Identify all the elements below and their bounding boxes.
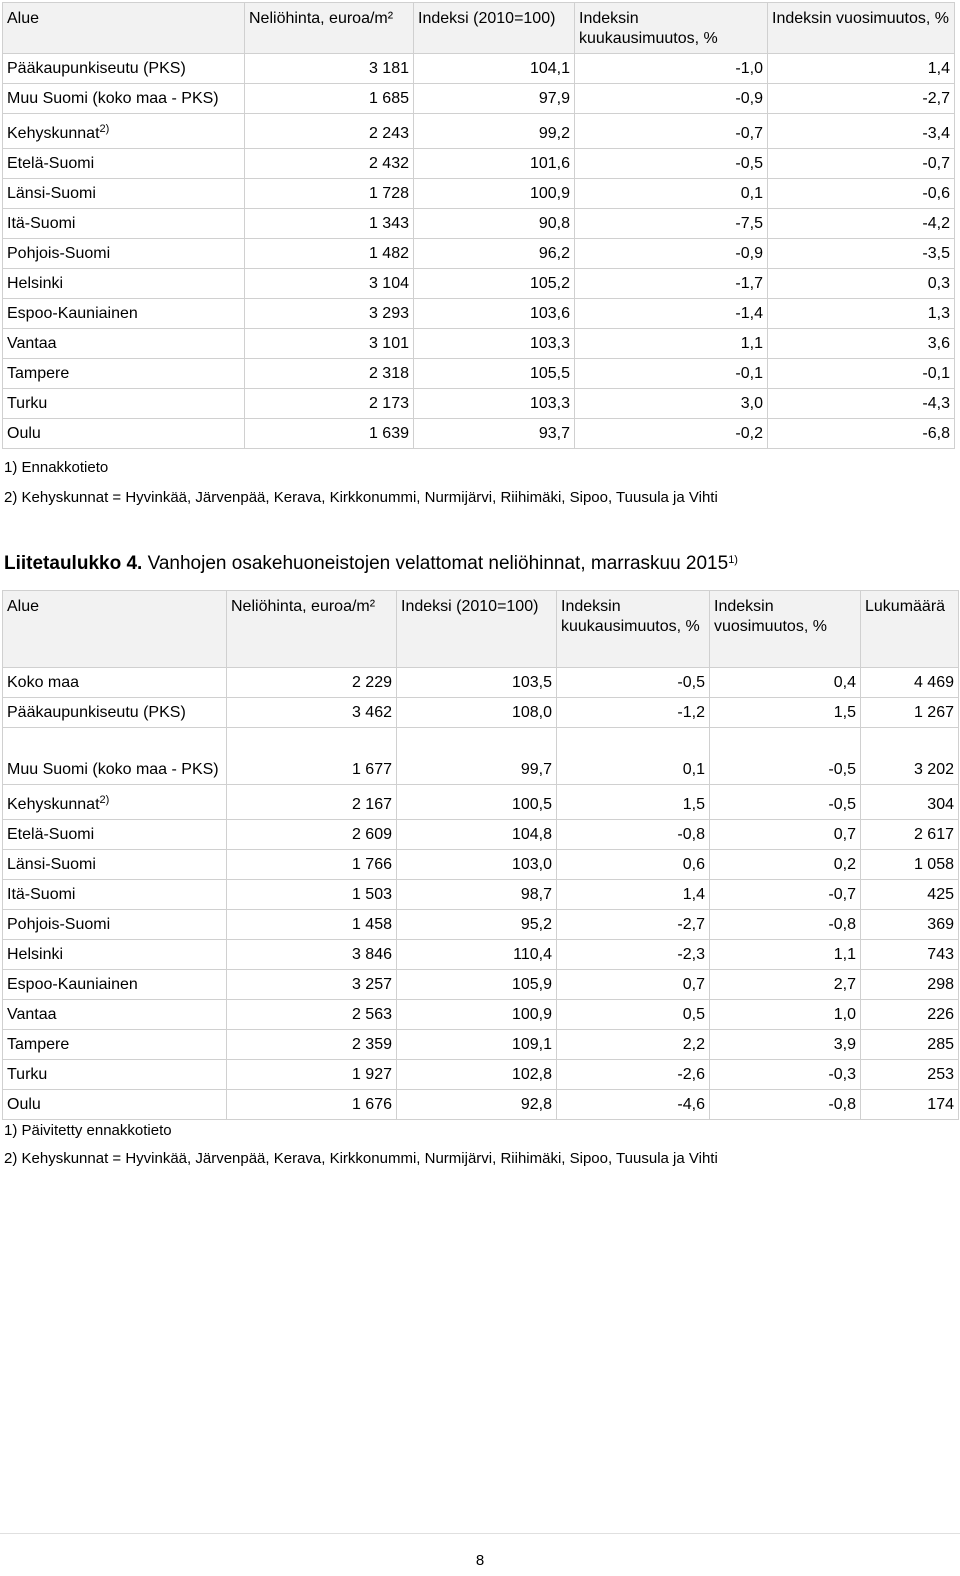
region-cell — [3, 1060, 227, 1090]
value-cell: 4 469 — [861, 668, 959, 698]
region-name: Kehyskunnat — [7, 125, 100, 142]
price-table-1 — [2, 2, 955, 449]
value-cell: 425 — [861, 880, 959, 910]
table-row — [3, 880, 959, 910]
table2-footnote-2: 2) Kehyskunnat = Hyvinkää, Järvenpää, Kerava, Kirkkonummi, Nurmijärvi, Riihimäki, Sipoo, Tuusula ja Vihti — [4, 1150, 718, 1167]
price-table-2 — [2, 590, 959, 1120]
region-cell — [3, 850, 227, 880]
value-cell: -0,5 — [575, 149, 768, 179]
region-name: Pohjois-Suomi — [7, 916, 111, 933]
value-cell: -0,5 — [557, 668, 710, 698]
value-cell: -0,5 — [710, 728, 861, 785]
table-row — [3, 54, 955, 84]
column-header: Neliöhinta, euroa/m² — [245, 3, 414, 54]
value-cell: 0,5 — [557, 1000, 710, 1030]
value-cell: 3 181 — [245, 54, 414, 84]
value-cell: 2 173 — [245, 389, 414, 419]
table-row — [3, 785, 959, 820]
value-cell: 1 677 — [227, 728, 397, 785]
value-cell: 174 — [861, 1090, 959, 1120]
region-name: Muu Suomi (koko maa - PKS) — [7, 761, 219, 778]
value-cell: -0,6 — [768, 179, 955, 209]
value-cell: 3,0 — [575, 389, 768, 419]
footnote-mark: 2) — [99, 794, 110, 806]
region-name: Muu Suomi (koko maa - PKS) — [7, 90, 219, 107]
value-cell: 3 462 — [227, 698, 397, 728]
value-cell: 3 257 — [227, 970, 397, 1000]
region-cell — [3, 728, 227, 785]
value-cell: 3 104 — [245, 269, 414, 299]
caption-text: Vanhojen osakehuoneistojen velattomat neliöhinnat, marraskuu 2015 — [142, 553, 729, 574]
table-row — [3, 668, 959, 698]
value-cell: 110,4 — [397, 940, 557, 970]
table-row — [3, 1090, 959, 1120]
region-cell — [3, 269, 245, 299]
value-cell: -1,2 — [557, 698, 710, 728]
value-cell: 103,5 — [397, 668, 557, 698]
region-name: Tampere — [7, 1036, 70, 1053]
value-cell: -2,7 — [768, 84, 955, 114]
value-cell: -0,1 — [575, 359, 768, 389]
value-cell: 103,3 — [414, 389, 575, 419]
region-cell — [3, 1000, 227, 1030]
caption-footnote-mark: 1) — [728, 554, 738, 566]
region-cell — [3, 114, 245, 149]
region-name: Pääkaupunkiseutu (PKS) — [7, 60, 186, 77]
value-cell: 1 766 — [227, 850, 397, 880]
value-cell: 3,6 — [768, 329, 955, 359]
region-name: Vantaa — [7, 335, 57, 352]
value-cell: 2,7 — [710, 970, 861, 1000]
value-cell: 298 — [861, 970, 959, 1000]
region-cell — [3, 239, 245, 269]
value-cell: 93,7 — [414, 419, 575, 449]
value-cell: 285 — [861, 1030, 959, 1060]
value-cell: 2 359 — [227, 1030, 397, 1060]
value-cell: -0,8 — [710, 910, 861, 940]
value-cell: -1,0 — [575, 54, 768, 84]
region-cell — [3, 970, 227, 1000]
value-cell: 3 846 — [227, 940, 397, 970]
value-cell: 1 458 — [227, 910, 397, 940]
value-cell: 0,4 — [710, 668, 861, 698]
value-cell: 0,1 — [575, 179, 768, 209]
region-name: Länsi-Suomi — [7, 856, 96, 873]
column-header: Neliöhinta, euroa/m² — [227, 591, 397, 668]
value-cell: 1 503 — [227, 880, 397, 910]
value-cell: 105,5 — [414, 359, 575, 389]
value-cell: 95,2 — [397, 910, 557, 940]
value-cell: 1,4 — [768, 54, 955, 84]
table-row — [3, 359, 955, 389]
table1-footnote-2: 2) Kehyskunnat = Hyvinkää, Järvenpää, Kerava, Kirkkonummi, Nurmijärvi, Riihimäki, Sipoo, Tuusula ja Vihti — [4, 489, 718, 506]
region-cell — [3, 419, 245, 449]
value-cell: -2,3 — [557, 940, 710, 970]
table2-caption — [4, 553, 738, 575]
region-name: Koko maa — [7, 674, 80, 691]
column-header: Indeksin kuukausimuutos, % — [557, 591, 710, 668]
value-cell: 1 685 — [245, 84, 414, 114]
value-cell: -0,3 — [710, 1060, 861, 1090]
value-cell: 1 343 — [245, 209, 414, 239]
value-cell: -2,7 — [557, 910, 710, 940]
column-header: Indeksin vuosimuutos, % — [768, 3, 955, 54]
table-row — [3, 239, 955, 269]
table-row — [3, 209, 955, 239]
value-cell: -7,5 — [575, 209, 768, 239]
value-cell: 1 927 — [227, 1060, 397, 1090]
value-cell: 0,7 — [557, 970, 710, 1000]
value-cell: -0,7 — [768, 149, 955, 179]
value-cell: 1,0 — [710, 1000, 861, 1030]
column-header: Indeksi (2010=100) — [397, 591, 557, 668]
region-name: Itä-Suomi — [7, 886, 76, 903]
value-cell: 0,7 — [710, 820, 861, 850]
region-name: Pohjois-Suomi — [7, 245, 111, 262]
column-header: Alue — [3, 591, 227, 668]
table-row — [3, 910, 959, 940]
value-cell: 2 318 — [245, 359, 414, 389]
value-cell: 2 432 — [245, 149, 414, 179]
value-cell: 102,8 — [397, 1060, 557, 1090]
table-row — [3, 299, 955, 329]
value-cell: 1,4 — [557, 880, 710, 910]
value-cell: -0,7 — [710, 880, 861, 910]
value-cell: -4,2 — [768, 209, 955, 239]
value-cell: 92,8 — [397, 1090, 557, 1120]
table-row — [3, 419, 955, 449]
table-header-row — [3, 3, 955, 54]
value-cell: 108,0 — [397, 698, 557, 728]
table-row — [3, 114, 955, 149]
value-cell: 97,9 — [414, 84, 575, 114]
region-name: Helsinki — [7, 275, 64, 292]
region-name: Tampere — [7, 365, 70, 382]
region-cell — [3, 84, 245, 114]
region-cell — [3, 668, 227, 698]
value-cell: 100,5 — [397, 785, 557, 820]
region-cell — [3, 329, 245, 359]
region-cell — [3, 359, 245, 389]
region-cell — [3, 940, 227, 970]
region-name: Turku — [7, 1066, 48, 1083]
region-cell — [3, 785, 227, 820]
region-name: Pääkaupunkiseutu (PKS) — [7, 704, 186, 721]
value-cell: 2 229 — [227, 668, 397, 698]
column-header: Indeksin vuosimuutos, % — [710, 591, 861, 668]
value-cell: -1,7 — [575, 269, 768, 299]
value-cell: 1 058 — [861, 850, 959, 880]
column-header: Indeksi (2010=100) — [414, 3, 575, 54]
value-cell: 3 101 — [245, 329, 414, 359]
value-cell: 104,1 — [414, 54, 575, 84]
value-cell: 2,2 — [557, 1030, 710, 1060]
value-cell: 99,7 — [397, 728, 557, 785]
table-row — [3, 970, 959, 1000]
value-cell: -4,6 — [557, 1090, 710, 1120]
value-cell: 105,9 — [397, 970, 557, 1000]
table-row — [3, 149, 955, 179]
value-cell: -0,7 — [575, 114, 768, 149]
value-cell: 3 202 — [861, 728, 959, 785]
region-name: Helsinki — [7, 946, 64, 963]
value-cell: 0,2 — [710, 850, 861, 880]
value-cell: 1,5 — [557, 785, 710, 820]
region-cell — [3, 910, 227, 940]
value-cell: 2 617 — [861, 820, 959, 850]
value-cell: 100,9 — [397, 1000, 557, 1030]
region-name: Turku — [7, 395, 48, 412]
region-cell — [3, 820, 227, 850]
value-cell: 1 728 — [245, 179, 414, 209]
region-name: Itä-Suomi — [7, 215, 76, 232]
value-cell: 2 609 — [227, 820, 397, 850]
table-row — [3, 84, 955, 114]
table-row — [3, 329, 955, 359]
footnote-mark: 2) — [99, 123, 110, 135]
value-cell: 3 293 — [245, 299, 414, 329]
value-cell: -6,8 — [768, 419, 955, 449]
value-cell: -0,2 — [575, 419, 768, 449]
region-cell — [3, 149, 245, 179]
table-row — [3, 1030, 959, 1060]
value-cell: 1,1 — [575, 329, 768, 359]
value-cell: 1 639 — [245, 419, 414, 449]
page-number: 8 — [475, 1552, 485, 1569]
value-cell: -0,9 — [575, 239, 768, 269]
value-cell: 1 676 — [227, 1090, 397, 1120]
table-row — [3, 940, 959, 970]
table-header-row — [3, 591, 959, 668]
value-cell: -1,4 — [575, 299, 768, 329]
value-cell: 3,9 — [710, 1030, 861, 1060]
value-cell: 100,9 — [414, 179, 575, 209]
value-cell: 0,6 — [557, 850, 710, 880]
region-cell — [3, 1030, 227, 1060]
value-cell: -3,4 — [768, 114, 955, 149]
value-cell: -0,8 — [557, 820, 710, 850]
region-name: Etelä-Suomi — [7, 155, 95, 172]
value-cell: -0,1 — [768, 359, 955, 389]
value-cell: 0,3 — [768, 269, 955, 299]
column-header: Indeksin kuukausimuutos, % — [575, 3, 768, 54]
region-name: Kehyskunnat — [7, 796, 100, 813]
value-cell: 96,2 — [414, 239, 575, 269]
table-row — [3, 1060, 959, 1090]
region-name: Länsi-Suomi — [7, 185, 96, 202]
value-cell: -2,6 — [557, 1060, 710, 1090]
region-name: Oulu — [7, 425, 41, 442]
region-name: Vantaa — [7, 1006, 57, 1023]
value-cell: 1 482 — [245, 239, 414, 269]
region-cell — [3, 179, 245, 209]
table-row — [3, 179, 955, 209]
value-cell: 1,5 — [710, 698, 861, 728]
value-cell: 304 — [861, 785, 959, 820]
region-name: Oulu — [7, 1096, 41, 1113]
value-cell: 369 — [861, 910, 959, 940]
table-row — [3, 1000, 959, 1030]
table-row — [3, 820, 959, 850]
value-cell: 103,6 — [414, 299, 575, 329]
value-cell: 101,6 — [414, 149, 575, 179]
region-cell — [3, 698, 227, 728]
region-cell — [3, 389, 245, 419]
value-cell: 226 — [861, 1000, 959, 1030]
value-cell: 105,2 — [414, 269, 575, 299]
column-header: Alue — [3, 3, 245, 54]
value-cell: -3,5 — [768, 239, 955, 269]
table1-footnote-1: 1) Ennakkotieto — [4, 459, 109, 476]
value-cell: 90,8 — [414, 209, 575, 239]
region-cell — [3, 54, 245, 84]
value-cell: 109,1 — [397, 1030, 557, 1060]
value-cell: 1,3 — [768, 299, 955, 329]
value-cell: 98,7 — [397, 880, 557, 910]
region-name: Espoo-Kauniainen — [7, 976, 138, 993]
caption-label: Liitetaulukko 4. — [4, 553, 143, 574]
table-row — [3, 850, 959, 880]
table-row — [3, 389, 955, 419]
value-cell: 743 — [861, 940, 959, 970]
value-cell: 253 — [861, 1060, 959, 1090]
value-cell: 2 167 — [227, 785, 397, 820]
table-row — [3, 269, 955, 299]
value-cell: 2 563 — [227, 1000, 397, 1030]
value-cell: -0,8 — [710, 1090, 861, 1120]
table-row — [3, 728, 959, 785]
region-cell — [3, 880, 227, 910]
value-cell: -4,3 — [768, 389, 955, 419]
region-name: Espoo-Kauniainen — [7, 305, 138, 322]
region-cell — [3, 209, 245, 239]
value-cell: 104,8 — [397, 820, 557, 850]
value-cell: 0,1 — [557, 728, 710, 785]
table-row — [3, 698, 959, 728]
value-cell: 103,0 — [397, 850, 557, 880]
region-name: Etelä-Suomi — [7, 826, 95, 843]
value-cell: 1,1 — [710, 940, 861, 970]
region-cell — [3, 1090, 227, 1120]
page-divider — [0, 1533, 960, 1534]
value-cell: 1 267 — [861, 698, 959, 728]
region-cell — [3, 299, 245, 329]
table2-footnote-1: 1) Päivitetty ennakkotieto — [4, 1122, 172, 1139]
value-cell: 103,3 — [414, 329, 575, 359]
value-cell: -0,5 — [710, 785, 861, 820]
column-header: Lukumäärä — [861, 591, 959, 668]
value-cell: 99,2 — [414, 114, 575, 149]
value-cell: -0,9 — [575, 84, 768, 114]
value-cell: 2 243 — [245, 114, 414, 149]
